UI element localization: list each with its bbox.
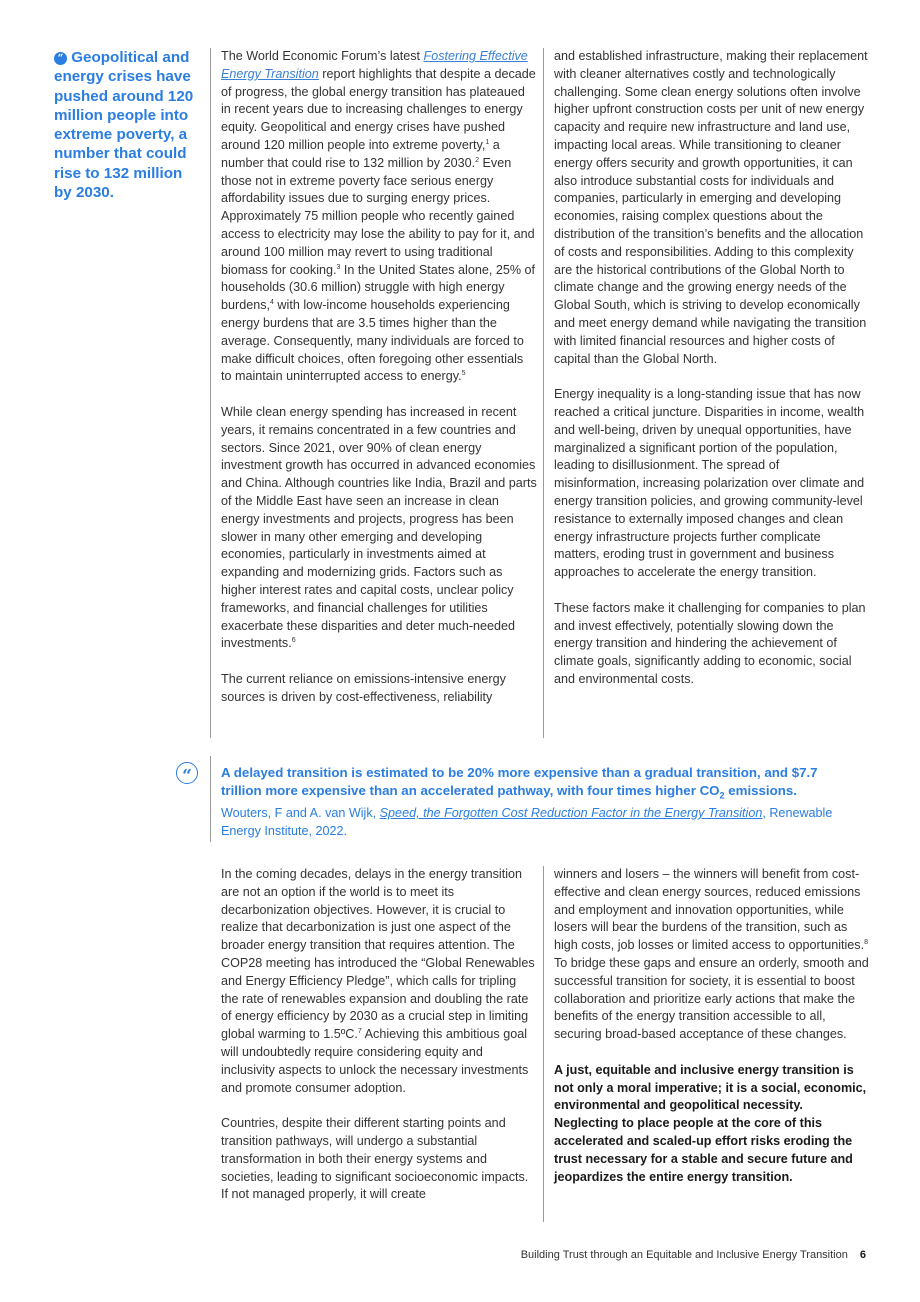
footnote-ref: 5 <box>461 370 466 378</box>
source-link[interactable]: Speed, the Forgotten Cost Reduction Factor in the Energy Transition <box>379 806 763 820</box>
footnote-ref: 3 <box>336 263 341 271</box>
quote-icon: “ <box>176 762 198 784</box>
paragraph: The World Economic Forum’s latest Fostering Effective Energy Transition report highlights that despite a decade of progress, the global energy transition has plateaued in recent years due to increasing challenges to energy equity. Geopolitical and energy crises have pushed around 120 million people into extreme poverty,$^1$ a number that could rise to 132 million by 2030.$^2$ Even those not in extreme poverty face serious energy affordability issues due to surging energy prices. Approximately 75 million people who recently gained access to electricity may lose the ability to pay for it, and around 100 million may revert to using traditional biomass for cooking.$^3$ In the United States alone, 25% of households (30.6 million) struggle with high energy burdens,$^4$ with low-income households experiencing energy burdens that are 3.5 times higher than the average. Consequently, many individuals are forced to make difficult choices, often foregoing other essentials to maintain uninterrupted access to energy.$^5$ <box>221 49 536 384</box>
paragraph: Countries, despite their different starting points and transition pathways, will undergo a substantial transformation in both their energy systems and societies, leading to significant socioeconomic impacts. If not managed properly, it will create <box>221 1116 529 1202</box>
paragraph: Energy inequality is a long-standing issue that has now reached a critical juncture. Disparities in income, wealth and well-being, driven by unequal opportunities, have marginalized a significant portion of the population, leading to disillusionment. The spread of misinformation, increasing polarization over climate and energy transition policies, and growing community-level resistance to externally imposed changes and clean energy infrastructure projects further complicate matters, eroding trust in government and business approaches to accelerate the energy transition. <box>554 387 865 580</box>
footnote-ref: 7 <box>357 1028 362 1036</box>
body-column-2 <box>554 48 868 689</box>
page-number: 6 <box>859 1249 866 1261</box>
report-link[interactable]: Fostering Effective Energy Transition <box>221 49 528 81</box>
pull-quote-text: Geopolitical and energy crises have pushed around 120 million people into extreme poverty, a number that could rise to 132 million by 2030. <box>54 49 194 202</box>
bold-paragraph: A just, equitable and inclusive energy transition is not only a moral imperative; it is a social, economic, environmental and geopolitical necessity. Neglecting to place people at the core of this accelerated and scaled-up effort risks eroding the trust necessary for a stable and secure future and jeopardizes the entire energy transition. <box>554 1062 867 1184</box>
subscript: 2 <box>719 790 725 801</box>
paragraph: The current reliance on emissions-intensive energy sources is driven by cost-effectiveness, reliability <box>221 671 506 704</box>
block-quote-text: A delayed transition is estimated to be 20% more expensive than a gradual transition, and $7.7 trillion more expensive than an accelerated pathway, with four times higher $CO_2$ emissions. <box>221 765 818 801</box>
column-divider <box>210 756 211 842</box>
body-column-1 <box>221 48 537 706</box>
footnote-ref: 2 <box>475 156 480 164</box>
body-column-3 <box>221 866 537 1204</box>
footnote-ref: 4 <box>270 299 274 307</box>
footnote-ref: 1 <box>485 138 490 146</box>
column-divider <box>543 48 544 738</box>
column-divider <box>210 48 211 738</box>
column-divider <box>543 866 544 1222</box>
footer-title: Building Trust through an Equitable and Inclusive Energy Transition <box>520 1249 848 1261</box>
page-footer <box>521 1249 866 1261</box>
quote-icon: “ <box>54 52 67 65</box>
sidebar-pull-quote <box>54 48 196 202</box>
paragraph: winners and losers – the winners will benefit from cost-effective and clean energy sources, reduced emissions and employment and innovation opportunities, while losers will bear the burdens of the transition, such as high costs, job losses or limited access to opportunities.$^8$ To bridge these gaps and ensure an orderly, smooth and successful transition for society, it is essential to boost collaboration and prioritize early actions that make the benefits of the energy transition accessible to all, securing broad-based acceptance of these changes. <box>554 867 869 1042</box>
paragraph: These factors make it challenging for companies to plan and invest effectively, potentially slowing down the energy transition and hindering the achievement of climate goals, significantly adding to economic, social and environmental costs. <box>554 600 866 686</box>
body-column-4 <box>554 866 870 1186</box>
paragraph: and established infrastructure, making their replacement with cleaner alternatives costly and technologically challenging. Some clean energy solutions often involve higher upfront construction costs per unit of new energy capacity and require new infrastructure and land use, impacting local areas. While transitioning to cleaner energy offers security and growth opportunities, it can also introduce substantial costs for individuals and companies, particularly in emerging and developing economies, raising complex questions about the distribution of the transition’s benefits and the allocation of costs and responsibilities. Adding to this complexity are the historical contributions of the Global North to climate change and the growing energy needs of the Global South, which is striving to develop economically and meet energy demand while navigating the transition with limited financial resources and higher costs of capital than the Global North. <box>554 49 868 366</box>
paragraph: While clean energy spending has increased in recent years, it remains concentrated in a few countries and sectors. Since 2021, over 90% of clean energy investment growth has occurred in advanced economies and China. Although countries like India, Brazil and parts of the Middle East have seen an increase in clean energy investments and projects, progress has been slower in many other emerging and developing economies, particularly in investments aimed at expanding and modernizing grids. Factors such as higher interest rates and capital costs, unclear policy frameworks, and financial challenges for utilities exacerbate these disparities and deter much-needed investments.$^6$ <box>221 404 537 651</box>
paragraph: In the coming decades, delays in the energy transition are not an option if the world is to meet its decarbonization objectives. However, it is crucial to realize that decarbonization is just one aspect of the broader energy transition that requires attention. The COP28 meeting has introduced the “Global Renewables and Energy Efficiency Pledge”, which calls for tripling the rate of renewables expansion and doubling the rate of energy efficiency by 2030 as a crucial step in limiting global warming to 1.5ºC.$^7$ Achieving this ambitious goal will undoubtedly require considering equity and inclusivity aspects to unlock the necessary investments and promote consumer adoption. <box>221 867 535 1095</box>
footnote-ref: 8 <box>864 939 869 947</box>
footnote-ref: 6 <box>291 637 296 645</box>
block-quote-source: Wouters, F and A. van Wijk, Speed, the Forgotten Cost Reduction Factor in the Energy Transition, Renewable Energy Institute, 2022. <box>221 806 833 838</box>
